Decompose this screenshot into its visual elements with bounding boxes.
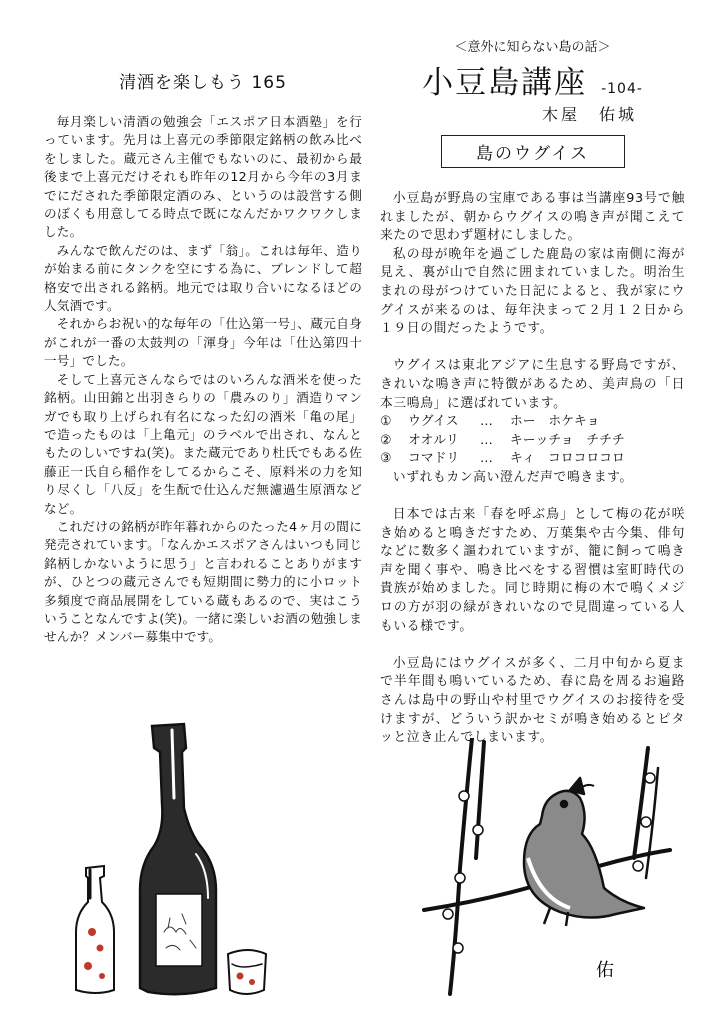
sake-column bbox=[44, 60, 362, 647]
bird-call: キィ コロコロコロ bbox=[510, 451, 625, 467]
sake-paragraph: 毎月楽しい清酒の勉強会「エスポア日本酒塾」を行っています。先月は上喜元の季節限定銘柄の飲み比べをしました。蔵元さん主催でもないのに、最初から最後まで上喜元だけそれも昨年の12月から今年の3月までにだされた季節限定酒のみ、というのは設営する側のぼくも用意してる時点で既になんだかワクワクしました。 bbox=[44, 114, 362, 240]
small-bottle-icon bbox=[76, 866, 114, 993]
island-paragraph: 小豆島が野鳥の宝庫である事は当講座93号で触れましたが、朝からウグイスの鳴き声が聞こえて来たので思わず題材にしました。 bbox=[380, 191, 685, 244]
list-number: ③ bbox=[380, 451, 392, 467]
ellipsis: … bbox=[480, 432, 493, 448]
sake-paragraph: そして上喜元さんならではのいろんな酒米を使った銘柄。山田錦と出羽きらりの「農みのり」酒造りマンガでも取り上げられ有名になった幻の酒米「亀の尾」で造ったものは「上亀元」のラベルで出され、なんともたのしいですね(笑)。また蔵元であり杜氏でもある佐藤正一氏自ら稲作をしてるからこそ、原料米の力を知り尽くし「八反」を生酛で仕込んだ無濾過生原酒などなど。 bbox=[44, 371, 362, 516]
island-title: 小豆島講座 bbox=[422, 65, 588, 101]
songbird-item bbox=[380, 413, 685, 432]
warbler-icon bbox=[524, 778, 644, 926]
sake-cup-icon bbox=[228, 950, 266, 994]
warbler-illustration bbox=[420, 738, 682, 1000]
bird-call: キーッチョ チチチ bbox=[510, 432, 625, 448]
issue-number: -104- bbox=[601, 81, 643, 97]
ellipsis: … bbox=[480, 451, 493, 467]
ellipsis: … bbox=[480, 414, 493, 430]
island-paragraph: 小豆島にはウグイスが多く、二月中旬から夏まで半年間も鳴いているため、春に島を周るお遍路さんは島中の野山や村里でウグイスのお接待を受けますが、どういう訳かセミが鳴き始めるとピタッと泣き止んでしまいます。 bbox=[380, 655, 685, 746]
island-kicker: ＜意外に知らない島の話＞ bbox=[454, 40, 611, 55]
sake-bottle-illustration bbox=[44, 718, 314, 1004]
sake-column-title: 清酒を楽しもう 165 bbox=[119, 73, 287, 93]
author-name: 木屋 佑城 bbox=[541, 105, 637, 124]
article-subtitle: 島のウグイス bbox=[441, 135, 625, 168]
island-title-row bbox=[380, 57, 685, 102]
bird-call: ホー ホケキョ bbox=[510, 414, 600, 430]
list-number: ② bbox=[380, 432, 392, 448]
bird-name: コマドリ bbox=[408, 451, 460, 467]
large-bottle-icon bbox=[140, 724, 216, 994]
bird-name: ウグイス bbox=[408, 414, 459, 430]
songbird-note: いずれもカン高い澄んだ声で鳴きます。 bbox=[392, 469, 633, 485]
songbird-list bbox=[380, 413, 685, 469]
songbird-item bbox=[380, 432, 685, 451]
island-column bbox=[380, 36, 685, 748]
artist-signature: 佑 bbox=[596, 960, 614, 981]
sake-paragraph: みんなで飲んだのは、まず「翁」。これは毎年、造りが始まる前にタンクを空にする為に、ブレンドして超格安で出される銘柄。地元では取り合いになるほどの人気酒です。 bbox=[44, 242, 362, 314]
bird-name: オオルリ bbox=[408, 432, 459, 448]
list-number: ① bbox=[380, 414, 392, 430]
island-paragraph: 私の母が晩年を過ごした鹿島の家は南側に海が見え、裏が山で自然に囲まれていました。明治生まれの母がつけていた日記によると、我が家にウグイスが来るのは、毎年決まって２月１２日から１９日の間だったようです。 bbox=[380, 246, 685, 337]
island-paragraph: 日本では古来「春を呼ぶ鳥」として梅の花が咲き始めると鳴きだすため、万葉集や古今集、俳句などに数多く謳われていますが、籠に飼って鳴き声を聞く事や、鳴き比べをする習慣は室町時代の貴族が始めました。同じ時期に梅の木で鳴くメジロの方が羽の緑がきれいなので見間違っている人もいる様です。 bbox=[380, 507, 685, 634]
island-paragraph: ウグイスは東北アジアに生息する野鳥ですが、きれいな鳴き声に特徴があるため、美声鳥の「日本三鳴鳥」に選ばれています。 bbox=[380, 358, 685, 411]
sake-paragraph: それからお祝い的な毎年の「仕込第一号」、蔵元自身がこれが一番の太鼓判の「渾身」今年は「仕込第四十一号」でした。 bbox=[44, 316, 362, 369]
sake-paragraph: これだけの銘柄が昨年暮れからのたった4ヶ月の間に発売されています。「なんかエスポアさんはいつも同じ銘柄しかないように思う」と言われることありがますが、ひとつの蔵元さんでも短期間に勢力的に小ロット多頻度で商品展開をしている蔵もあるので、実はこういうことなんですよ(笑)。一緒に楽しいお酒の勉強しませんか？メンバー募集中です。 bbox=[44, 518, 362, 645]
songbird-item bbox=[380, 450, 685, 469]
